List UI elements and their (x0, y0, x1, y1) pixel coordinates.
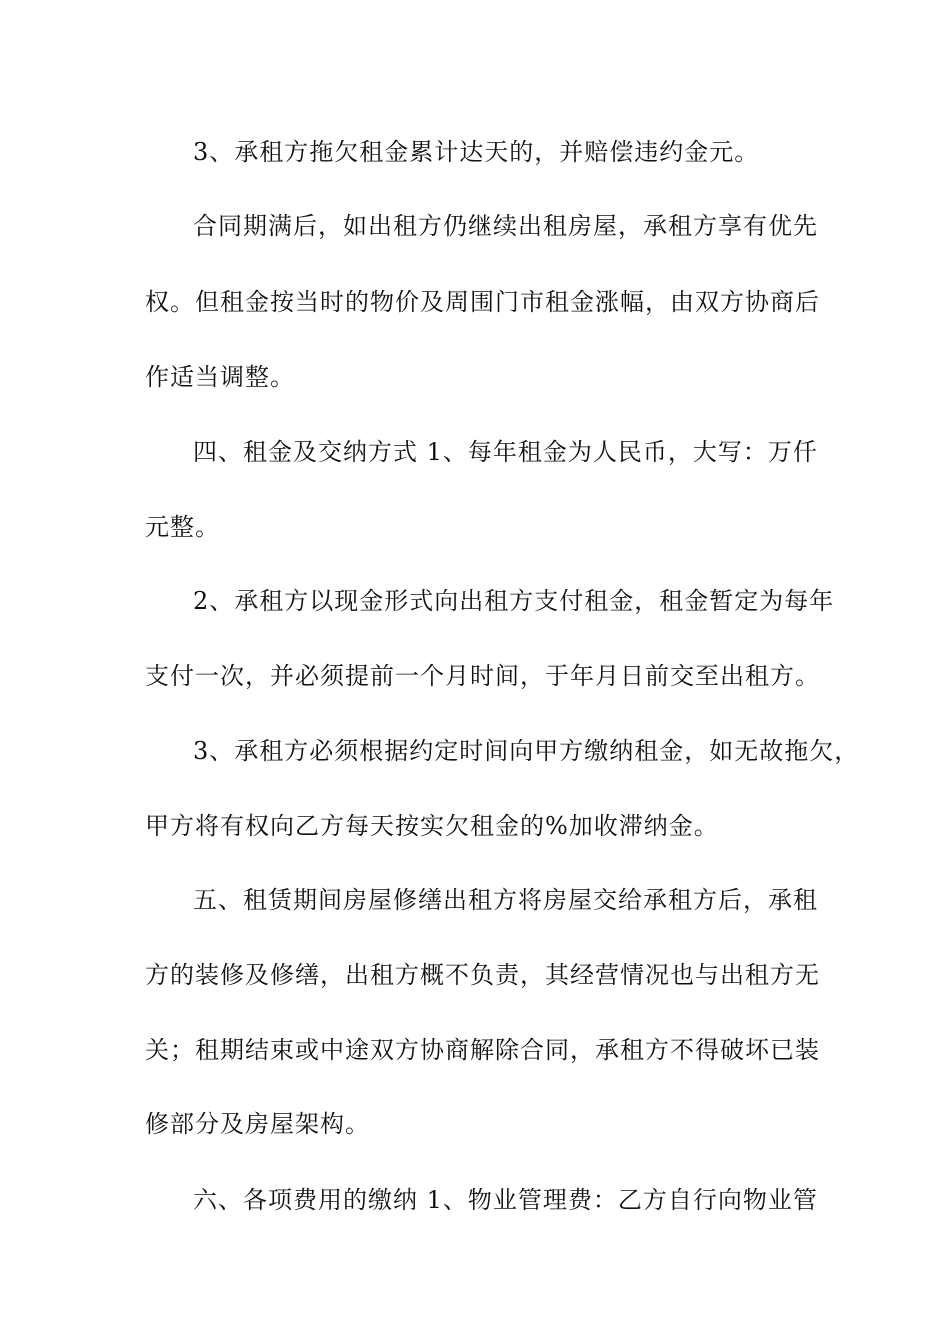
paragraph-line: 权。但租金按当时的物价及周围门市租金涨幅，由双方协商后 (145, 288, 820, 316)
paragraph-line: 作适当调整。 (145, 363, 295, 391)
paragraph-line: 甲方将有权向乙方每天按实欠租金的%加收滞纳金。 (145, 812, 719, 840)
paragraph-line: 元整。 (145, 513, 220, 541)
paragraph-line: 3、承租方必须根据约定时间向甲方缴纳租金，如无故拖欠， (193, 737, 860, 765)
paragraph-line: 关；租期结束或中途双方协商解除合同，承租方不得破坏已装 (145, 1036, 820, 1064)
paragraph-line: 五、租赁期间房屋修缮出租方将房屋交给承租方后，承租 (193, 886, 818, 914)
paragraph-line: 六、各项费用的缴纳 1、物业管理费：乙方自行向物业管 (193, 1186, 818, 1214)
paragraph-line: 2、承租方以现金形式向出租方支付租金，租金暂定为每年 (193, 587, 835, 615)
paragraph-line: 支付一次，并必须提前一个月时间，于年月日前交至出租方。 (145, 662, 820, 690)
paragraph-line: 四、租金及交纳方式 1、每年租金为人民币，大写：万仟 (193, 438, 818, 466)
paragraph-line: 方的装修及修缮，出租方概不负责，其经营情况也与出租方无 (145, 961, 820, 989)
paragraph-line: 3、承租方拖欠租金累计达天的，并赔偿违约金元。 (193, 138, 760, 166)
paragraph-line: 修部分及房屋架构。 (145, 1110, 370, 1138)
paragraph-line: 合同期满后，如出租方仍继续出租房屋，承租方享有优先 (193, 212, 818, 240)
